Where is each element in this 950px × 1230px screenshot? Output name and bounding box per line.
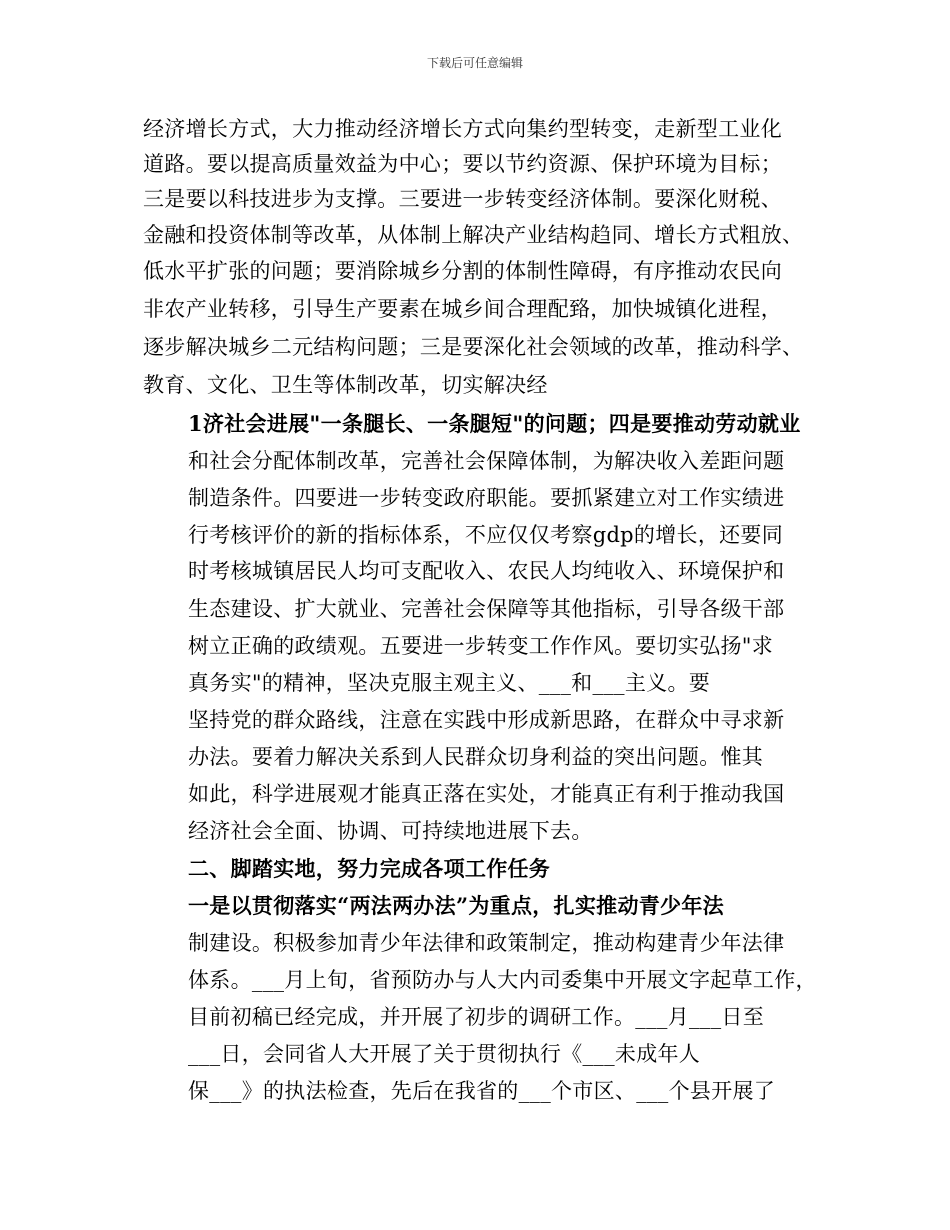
paragraph-line: 制造条件。四要进一步转变政府职能。要抓紧建立对工作实绩进 <box>188 486 785 510</box>
paragraph-line: 树立正确的政绩观。五要进一步转变工作作风。要切实弘扬"求 <box>188 634 774 658</box>
paragraph-line: 低水平扩张的问题；要消除城乡分割的体制性障碍，有序推动农民向 <box>143 259 782 283</box>
paragraph-line: 坚持党的群众路线，注意在实践中形成新思路，在群众中寻求新 <box>188 708 785 732</box>
paragraph-line: 如此，科学进展观才能真正落在实处，才能真正有利于推动我国 <box>188 782 785 806</box>
paragraph-line: 金融和投资体制等改革，从体制上解决产业结构趋同、增长方式粗放、 <box>143 223 804 247</box>
subsection-heading: 一是以贯彻落实“两法两办法”为重点，扎实推动青少年法 <box>188 893 724 918</box>
paragraph-line: 经济社会全面、协调、可持续地进展下去。 <box>188 819 593 843</box>
paragraph-line: 时考核城镇居民人均可支配收入、农民人均纯收入、环境保护和 <box>188 559 785 583</box>
paragraph-line: 非农产业转移，引导生产要素在城乡间合理配臵，加快城镇化进程， <box>143 297 782 321</box>
paragraph-line: ___日，会同省人大开展了关于贯彻执行《___未成年人 <box>188 1042 701 1066</box>
paragraph-line: 制建设。积极参加青少年法律和政策制定，推动构建青少年法律 <box>188 931 785 955</box>
paragraph-line: 真务实"的精神，坚决克服主观主义、___和___主义。要 <box>188 671 711 695</box>
paragraph-line: 经济增长方式，大力推动经济增长方式向集约型转变，走新型工业化 <box>143 117 782 141</box>
page-header: 下载后可任意编辑 <box>426 56 523 70</box>
section-heading: 二、脚踏实地，努力完成各项工作任务 <box>188 856 551 881</box>
paragraph-line: 道路。要以提高质量效益为中心；要以节约资源、保护环境为目标； <box>143 152 782 176</box>
paragraph-line: 和社会分配体制改革，完善社会保障体制，为解决收入差距问题 <box>188 449 785 473</box>
paragraph-line: 体系。___月上旬，省预防办与人大内司委集中开展文字起草工作， <box>188 968 817 992</box>
paragraph-line: 生态建设、扩大就业、完善社会保障等其他指标，引导各级干部 <box>188 597 785 621</box>
paragraph-line: 三是要以科技进步为支撑。三要进一步转变经济体制。要深化财税、 <box>143 187 782 211</box>
paragraph-line: 行考核评价的新的指标体系，不应仅仅考察gdp的增长，还要同 <box>188 523 784 547</box>
paragraph-line: 教育、文化、卫生等体制改革，切实解决经 <box>143 373 548 397</box>
paragraph-line-bold: 1济社会进展"一条腿长、一条腿短"的问题；四是要推动劳动就业 <box>188 411 801 436</box>
paragraph-line: 办法。要着力解决关系到人民群众切身利益的突出问题。惟其 <box>188 745 764 769</box>
paragraph-line: 逐步解决城乡二元结构问题；三是要深化社会领域的改革，推动科学、 <box>143 335 804 359</box>
paragraph-line: 保___》的执法检查，先后在我省的___个市区、___个县开展了 <box>188 1079 776 1103</box>
paragraph-line: 目前初稿已经完成，并开展了初步的调研工作。___月___日至 <box>188 1005 764 1029</box>
